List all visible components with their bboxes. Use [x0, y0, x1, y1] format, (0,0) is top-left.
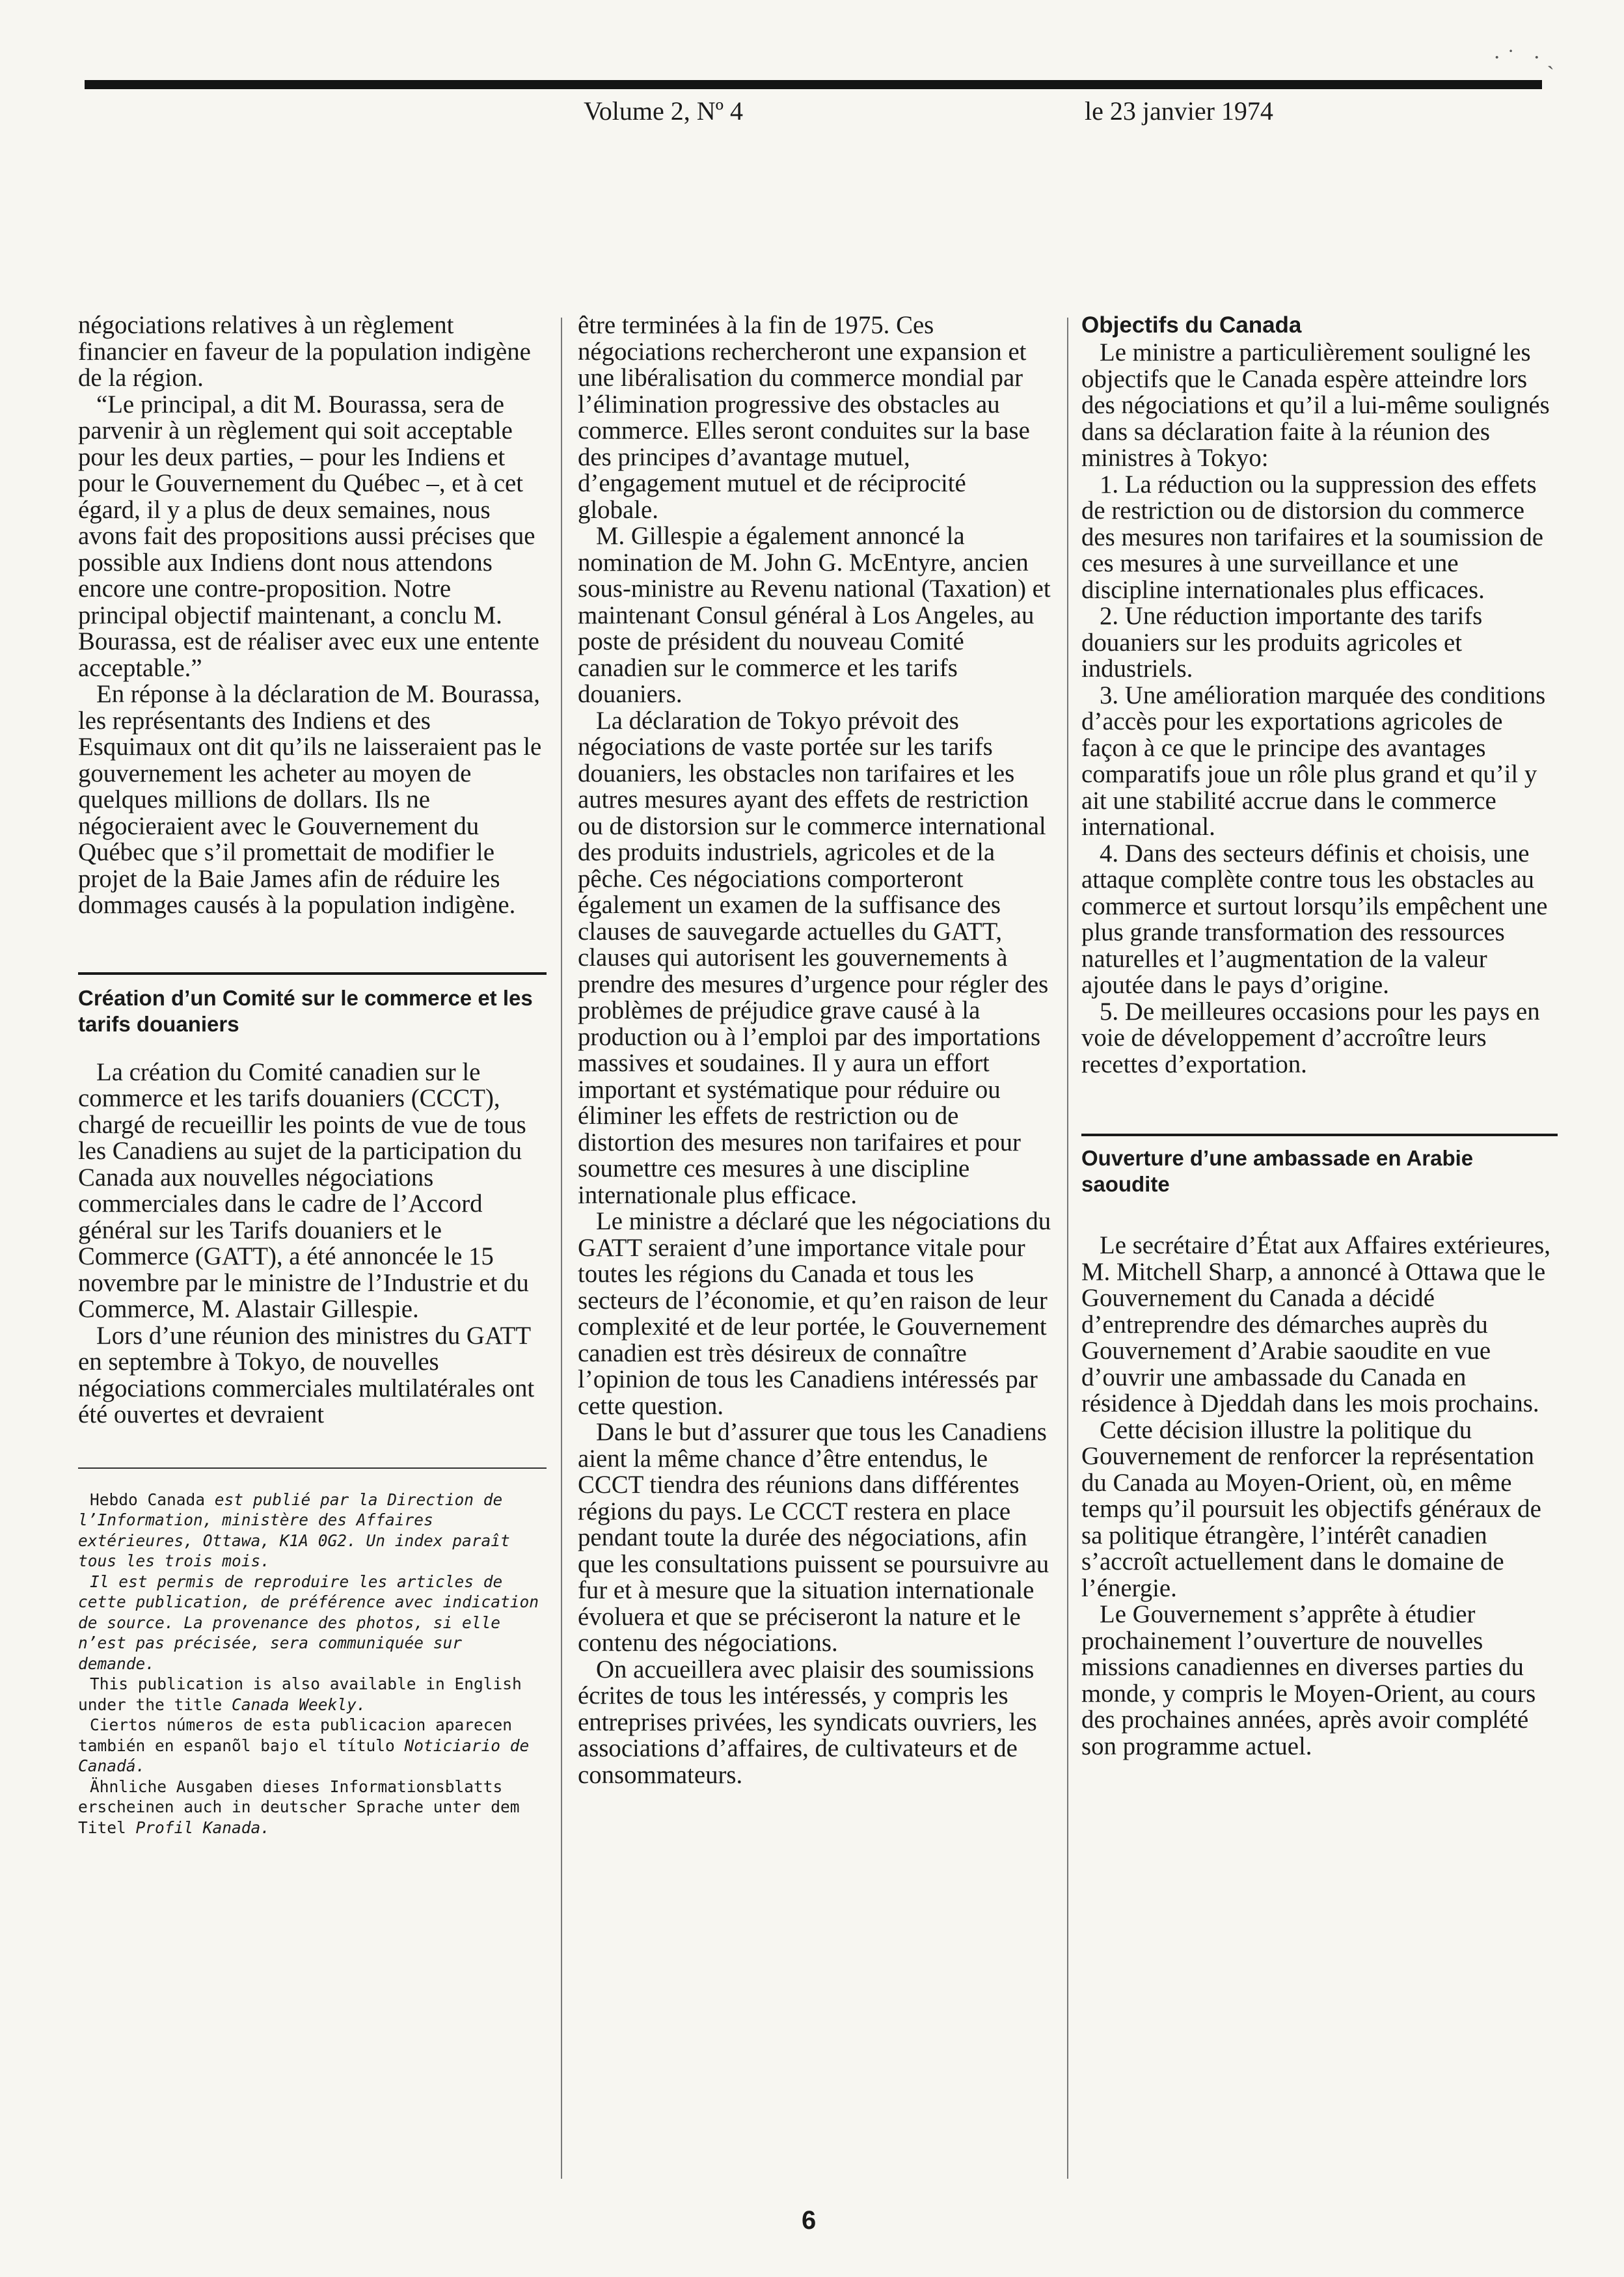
colophon-title: Noticiario de Canadá.: [78, 1736, 530, 1775]
margin-speck: ·˙ ·ˏ: [1493, 46, 1561, 70]
paragraph: Lors d’une réunion des ministres du GATT en septembre à Tokyo, de nouvelles négociations commerciales multilatérales ont été ouvertes et devraient: [78, 1321, 535, 1428]
publication-name: Hebdo Canada: [90, 1490, 206, 1509]
section-heading-ccct: Création d’un Comité sur le commerce et les tarifs douaniers: [78, 985, 533, 1036]
paragraph: Dans le but d’assurer que tous les Canadiens aient la même chance d’être entendus, le CCCT tiendra des réunions dans différentes régions du pays. Le CCCT restera en place pendant toute la durée des négociations, afin que les consultations puissent se poursuivre au fur et à mesure que la situation internationale évoluera et que se préciseront la nature et le contenu des négociations.: [578, 1418, 1049, 1657]
paragraph: La déclaration de Tokyo prévoit des négociations de vaste portée sur les tarifs douaniers, les obstacles non tarifaires et les autres mesures ayant des effets de restriction ou de distorsion sur le commerce international des produits industriels, agricoles et de la pêche. Ces négociations comporteront également un examen de la suffisance des clauses de sauvegarde actuelles du GATT, clauses qui autorisent les gouvernements à prendre des mesures d’urgence pour régler des problèmes de préjudice grave causé à la production ou à l’emploi par des importations massives et soudaines. Il y aura un effort important et systématique pour réduire ou éliminer les effets de restriction ou de distortion des mesures non tarifaires et pour soumettre ces mesures à une discipline internationale plus efficace.: [578, 706, 1049, 1209]
colophon-text: This publication is also available in English under the title: [78, 1674, 522, 1714]
colophon-english: [78, 1674, 547, 1715]
colophon: [78, 1490, 547, 1838]
paragraph: Le ministre a déclaré que les négociations du GATT seraient d’une importance vitale pour toutes les régions du Canada et tous les secteurs de l’économie, et qu’en raison de leur complexité et de leur portée, le Gouvernement canadien est très désireux de connaître l’opinion de tous les Canadiens intéressés par cette question.: [578, 1207, 1051, 1420]
column-2: [578, 312, 1053, 1788]
issue-date: le 23 janvier 1974: [1085, 96, 1273, 126]
column-1: [78, 312, 547, 1838]
colophon-text: est publié par la Direction de l’Information, ministère des Affaires extérieures, Ottawa, K1A 0G2. Un index paraît tous les trois mois.: [78, 1490, 510, 1570]
objective-item: 1. La réduction ou la suppression des effets de restriction ou de distorsion du commerce des mesures non tarifaires et la soumission de ces mesures à une surveillance et une discipline internationales plus efficaces.: [1081, 470, 1544, 604]
page-number: 6: [802, 2206, 817, 2235]
paragraph: être terminées à la fin de 1975. Ces négociations rechercheront une expansion et une libéralisation du commerce mondial par l’élimination progressive des obstacles au commerce. Elles seront conduites sur la base des principes d’avantage mutuel, d’engagement mutuel et de réciprocité globale.: [578, 311, 1030, 524]
colophon-reproduction: [78, 1572, 547, 1674]
paragraph: M. Gillespie a également annoncé la nomination de M. John G. McEntyre, ancien sous-ministre au Revenu national (Taxation) et maintenant Consul général à Los Angeles, au poste de président du nouveau Comité canadien sur le commerce et les tarifs douaniers.: [578, 522, 1051, 708]
masthead-rule: [85, 80, 1542, 89]
column-divider: [1067, 318, 1068, 2179]
colophon-publisher: [78, 1490, 547, 1572]
objective-item: 5. De meilleures occasions pour les pays en voie de développement d’accroître leurs recettes d’exportation.: [1081, 997, 1540, 1078]
objective-item: 4. Dans des secteurs définis et choisis, une attaque complète contre tous les obstacles au commerce et surtout lorsqu’ils empêchent une plus grande transformation des ressources naturelles et l’augmentation de la valeur ajoutée dans le pays d’origine.: [1081, 839, 1548, 999]
colophon-text: Ciertos números de esta publicacion aparecen también en espanõl bajo el título: [78, 1715, 513, 1755]
colophon-title: Profil Kanada.: [135, 1818, 271, 1837]
colophon-text: Il est permis de reproduire les articles de cette publication, de préférence avec indication de source. La provenance des photos, si elle n’est pas précisée, sera communiquée sur demande.: [78, 1572, 539, 1673]
objective-item: 3. Une amélioration marquée des conditions d’accès pour les exportations agricoles de façon à ce que le principe des avantages comparatifs joue un rôle plus grand et qu’il y ait une stabilité accrue dans le commerce international.: [1081, 681, 1546, 841]
colophon-title: Canada Weekly.: [232, 1695, 366, 1714]
paragraph: Le Gouvernement s’apprête à étudier prochainement l’ouverture de nouvelles missions canadiennes en diverses parties du monde, y compris le Moyen-Orient, au cours des prochaines années, après avoir complété son programme actuel.: [1081, 1600, 1536, 1760]
paragraph: Cette décision illustre la politique du Gouvernement de renforcer la représentation du Canada au Moyen-Orient, où, en même temps qu’il poursuit les objectifs généraux de sa politique étrangère, l’intérêt canadien s’accroît actuellement dans le domaine de l’énergie.: [1081, 1415, 1541, 1602]
objective-item: 2. Une réduction importante des tarifs douaniers sur les produits agricoles et industriels.: [1081, 602, 1483, 683]
paragraph: Le secrétaire d’État aux Affaires extérieures, M. Mitchell Sharp, a annoncé à Ottawa que le Gouvernement du Canada a décidé d’entreprendre des démarches auprès du Gouvernement d’Arabie saoudite en vue d’ouvrir une ambassade du Canada en résidence à Djeddah dans les mois prochains.: [1081, 1231, 1550, 1417]
paragraph: En réponse à la déclaration de M. Bourassa, les représentants des Indiens et des Esquimaux ont dit qu’ils ne laisseraient pas le gouvernement les acheter au moyen de quelques millions de dollars. Ils ne négocieraient avec le Gouvernement du Québec que s’il promettait de modifier le projet de la Baie James afin de réduire les dommages causés à la population indigène.: [78, 680, 542, 919]
volume-label: Volume 2, Nº 4: [584, 96, 743, 126]
paragraph: “Le principal, a dit M. Bourassa, sera de parvenir à un règlement qui soit acceptable pour les deux parties, – pour les Indiens et pour le Gouvernement du Québec –, et à cet égard, il y a plus de deux semaines, nous avons fait des propositions aussi précises que possible aux Indiens dont nous attendons encore une contre-proposition. Notre principal objectif maintenant, a conclu M. Bourassa, est de réaliser avec eux une entente acceptable.”: [78, 390, 539, 682]
subheading-objectifs: Objectifs du Canada: [1081, 312, 1302, 338]
column-divider: [561, 318, 562, 2179]
colophon-text: Ähnliche Ausgaben dieses Informationsblatts erscheinen auch in deutscher Sprache unter dem Titel: [78, 1777, 520, 1837]
paragraph: La création du Comité canadien sur le commerce et les tarifs douaniers (CCCT), chargé de recueillir les points de vue de tous les Canadiens au sujet de la participation du Canada aux nouvelles négociations commerciales dans le cadre de l’Accord général sur les Tarifs douaniers et le Commerce (GATT), a été annoncée le 15 novembre par le ministre de l’Industrie et du Commerce, M. Alastair Gillespie.: [78, 1057, 529, 1323]
paragraph: Le ministre a particulièrement souligné les objectifs que le Canada espère atteindre lors des négociations et qu’il a lui-même soulignés dans sa déclaration faite à la réunion des ministres à Tokyo:: [1081, 338, 1550, 472]
paragraph: On accueillera avec plaisir des soumissions écrites de tous les intéressés, y compris les entreprises privées, les syndicats ouvriers, les associations d’affaires, de cultivateurs et de consommateurs.: [578, 1655, 1037, 1789]
paragraph: négociations relatives à un règlement financier en faveur de la population indigène de la région.: [78, 311, 531, 392]
column-3: [1081, 312, 1558, 1760]
section-heading-arabie: Ouverture d’une ambassade en Arabie saoudite: [1081, 1146, 1474, 1196]
colophon-spanish: [78, 1715, 547, 1777]
colophon-german: [78, 1777, 547, 1838]
